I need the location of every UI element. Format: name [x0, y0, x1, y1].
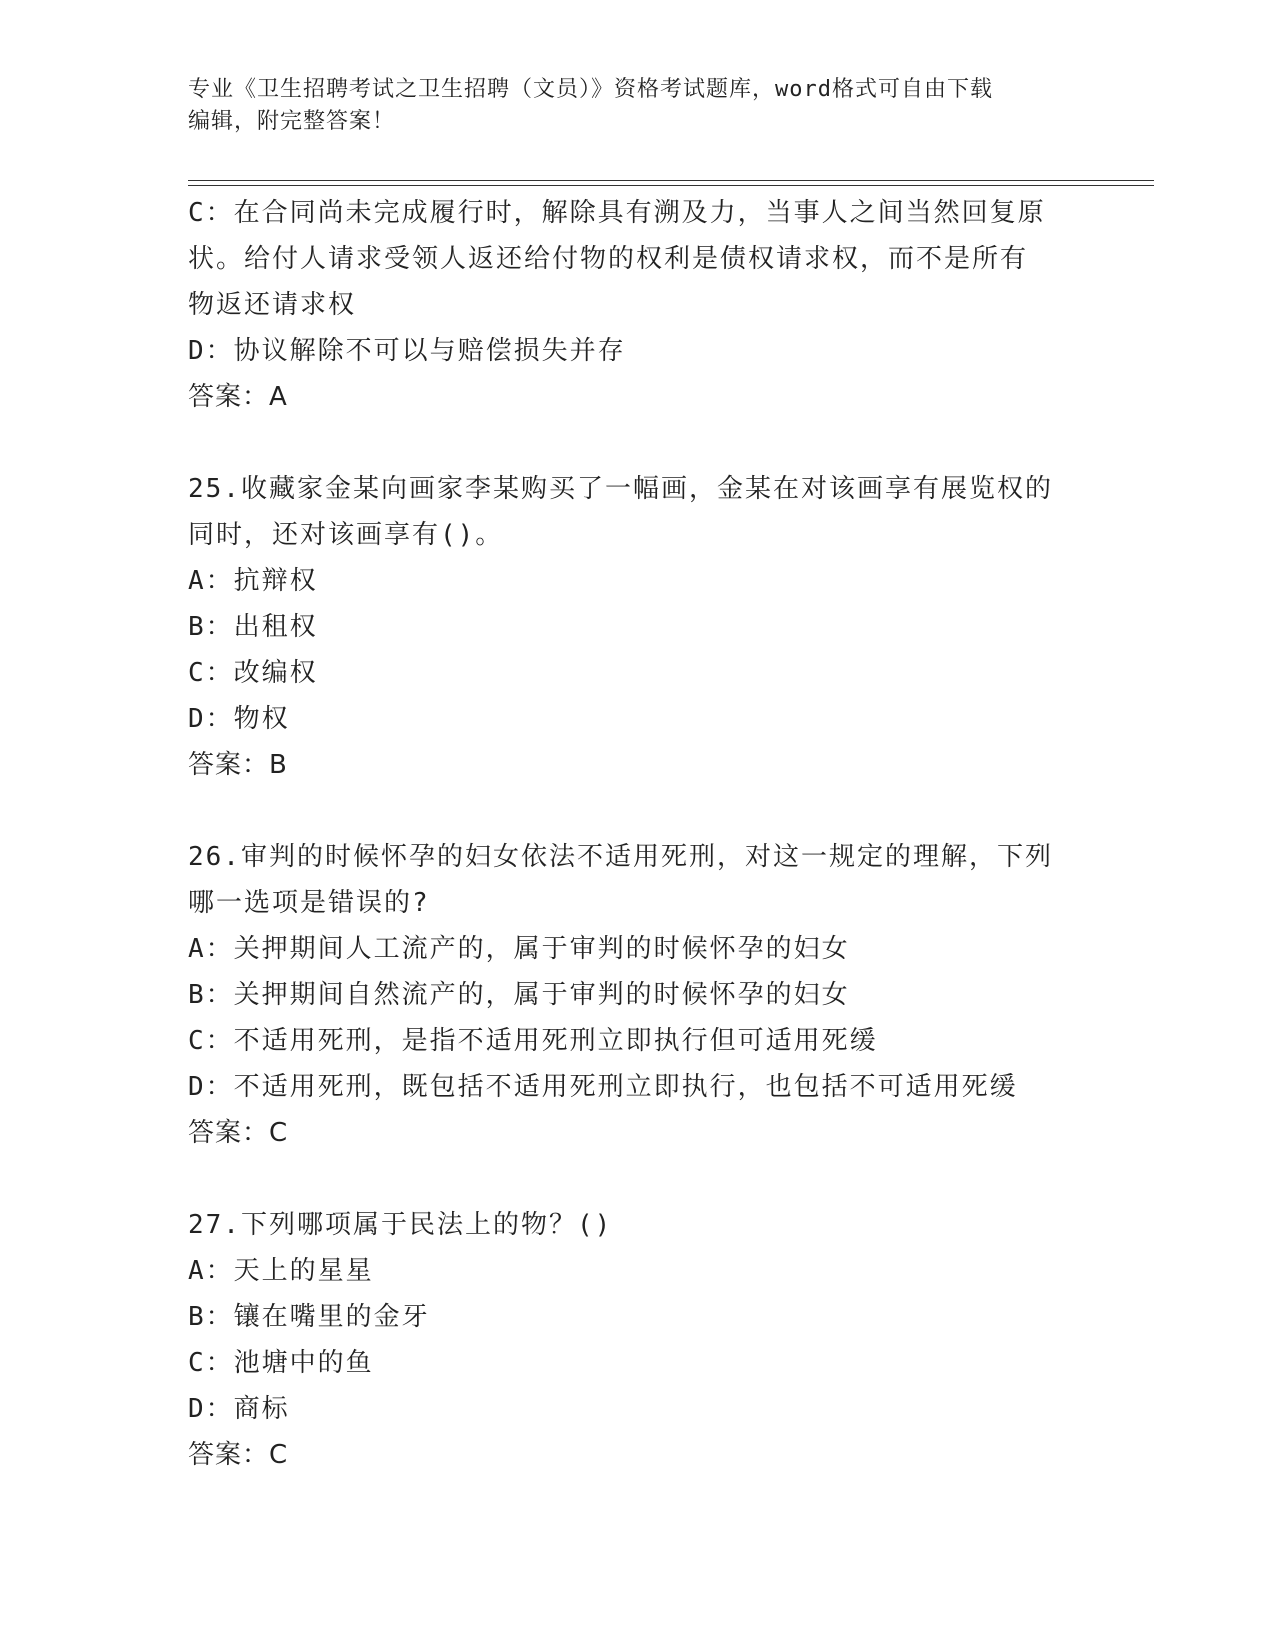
- question-stem-line-1: 25.收藏家金某向画家李某购买了一幅画，金某在对该画享有展览权的: [188, 474, 1053, 504]
- option-b: B：镶在嘴里的金牙: [188, 1302, 430, 1332]
- option-c-line-2: 状。给付人请求受领人返还给付物的权利是债权请求权，而不是所有: [188, 244, 1029, 274]
- option-b: B：关押期间自然流产的，属于审判的时候怀孕的妇女: [188, 980, 850, 1010]
- spacer: [188, 420, 1088, 466]
- question-stem-line-2: 哪一选项是错误的?: [188, 888, 430, 918]
- option-c: C：池塘中的鱼: [188, 1348, 374, 1378]
- option-c: C：不适用死刑，是指不适用死刑立即执行但可适用死缓: [188, 1026, 878, 1056]
- prev-question: [188, 190, 1088, 420]
- option-d: D：商标: [188, 1394, 290, 1424]
- question-stem-line-1: 27.下列哪项属于民法上的物？(): [188, 1210, 613, 1240]
- question-content: [188, 190, 1088, 1478]
- header-line-1: 专业《卫生招聘考试之卫生招聘（文员）》资格考试题库，word格式可自由下载: [188, 77, 993, 102]
- answer: 答案：C: [188, 1118, 289, 1148]
- answer: 答案：B: [188, 750, 288, 780]
- question-25: [188, 466, 1088, 788]
- option-a: A：抗辩权: [188, 566, 318, 596]
- option-a: A：天上的星星: [188, 1256, 374, 1286]
- option-b: B：出租权: [188, 612, 318, 642]
- option-c-line-3: 物返还请求权: [188, 290, 357, 320]
- spacer: [188, 1156, 1088, 1202]
- spacer: [188, 788, 1088, 834]
- option-c: C：改编权: [188, 658, 318, 688]
- header-divider-bottom: [188, 185, 1154, 186]
- question-stem-line-1: 26.审判的时候怀孕的妇女依法不适用死刑，对这一规定的理解，下列: [188, 842, 1053, 872]
- question-27: [188, 1202, 1088, 1478]
- option-a: A：关押期间人工流产的，属于审判的时候怀孕的妇女: [188, 934, 850, 964]
- answer: 答案：C: [188, 1440, 289, 1470]
- option-d: D：不适用死刑，既包括不适用死刑立即执行，也包括不可适用死缓: [188, 1072, 1018, 1102]
- option-d: D：协议解除不可以与赔偿损失并存: [188, 336, 626, 366]
- header-line-2: 编辑，附完整答案！: [188, 109, 396, 134]
- question-26: [188, 834, 1088, 1156]
- header-divider-top: [188, 180, 1154, 181]
- option-c-line-1: C：在合同尚未完成履行时，解除具有溯及力，当事人之间当然回复原: [188, 198, 1046, 228]
- option-d: D：物权: [188, 704, 290, 734]
- answer: 答案：A: [188, 382, 288, 412]
- question-stem-line-2: 同时，还对该画享有()。: [188, 520, 504, 550]
- document-header: [188, 74, 1068, 138]
